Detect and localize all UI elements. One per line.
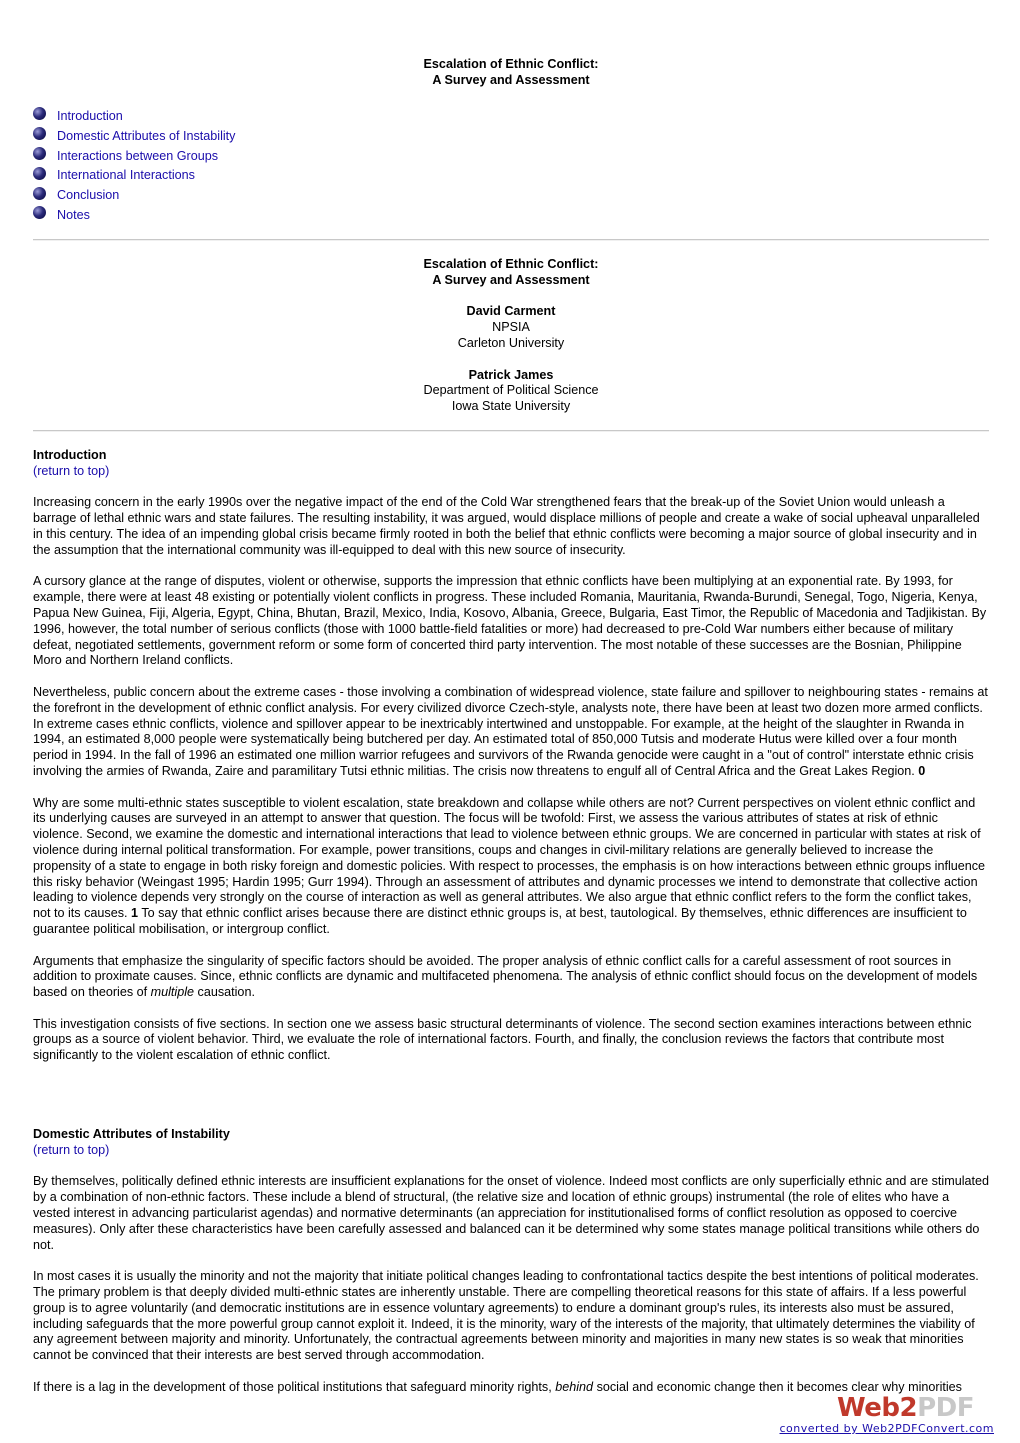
author-1-name: David Carment xyxy=(466,304,556,319)
toc-link[interactable]: Domestic Attributes of Instability xyxy=(57,128,236,143)
bullet-icon xyxy=(33,167,46,180)
title-page-line-1: Escalation of Ethnic Conflict: xyxy=(423,257,599,271)
author-2-name: Patrick James xyxy=(468,367,554,382)
toc-link[interactable]: International Interactions xyxy=(57,168,195,183)
paragraph: A cursory glance at the range of disputes, violent or otherwise, supports the impression that ethnic conflicts have been multiplying at an exponential rate. By 1993, for example, there were at least 48 existing or potentially violent conflicts in progress. These included Romania, Mauritania, Rwanda-Burundi, Senegal, Togo, Nigeria, Kenya, Papua New Guinea, Fiji, Algeria, Egypt, China, Bhutan, Brazil, Mexico, India, Kosovo, Albania, Greece, Bulgaria, East Timor, the Republic of Macedonia and Tadjikistan. By 1996, however, the total number of serious conflicts (those with 1000 battle-field fatalities or more) had decreased to pre-Cold War numbers either because of military defeat, negotiated settlements, government reform or some form of concerted third party intervention. The most notable of these successes are the Bosnian, Philippine Moro and Northern Ireland conflicts. xyxy=(33,574,987,668)
footnote-ref[interactable]: 0 xyxy=(918,763,926,778)
logo-web: Web xyxy=(837,1393,900,1423)
converted-by-link[interactable] xyxy=(780,1422,995,1435)
web2pdf-logo xyxy=(837,1393,974,1423)
section-heading: Introduction xyxy=(33,448,107,462)
return-to-top-link[interactable]: (return to top) xyxy=(33,1142,110,1157)
paragraph xyxy=(33,954,989,1001)
paragraph-text: causation. xyxy=(197,985,255,1000)
section-domestic-attributes xyxy=(33,1127,989,1410)
toc-link[interactable]: Introduction xyxy=(57,109,123,123)
title-line-1: Escalation of Ethnic Conflict: xyxy=(423,57,599,71)
author-2-affiliation: Department of Political Science xyxy=(423,383,599,398)
paragraph xyxy=(33,1380,989,1394)
author-1-affiliation: NPSIA xyxy=(492,320,530,335)
author-2-institution: Iowa State University xyxy=(451,399,571,414)
title-page-line-2: A Survey and Assessment xyxy=(432,272,590,287)
bullet-icon xyxy=(33,147,46,160)
bullet-icon xyxy=(33,127,46,140)
author-1-institution: Carleton University xyxy=(457,335,565,350)
section-heading: Domestic Attributes of Instability xyxy=(33,1127,230,1141)
paragraph-text: Why are some multi-ethnic states susceptible to violent escalation, state breakdown and collapse while others are not? Current perspectives on violent ethnic conflict and its underlying causes are surveyed in an attempt to answer that question. The focus will be twofold: First, we assess the various attributes of states at risk of ethnic violence. Second, we examine the domestic and international interactions that lead to violence between ethnic groups. We are concerned in particular with states at risk of violence during internal political transformation. For example, power transitions, coups and changes in civil-military relations are generally believed to increase the propensity of a state to engage in both risky foreign and domestic policies. With respect to processes, the emphasis is on how interactions between ethnic groups influence this risky behavior (Weingast 1995; Hardin 1995; Gurr 1994). Through an assessment of attributes and dynamic processes we intend to demonstrate that collective action leading to violence depends very strongly on the course of interaction as well as general attributes. We also argue that ethnic conflict refers to the form the conflict takes, not to its causes. xyxy=(33,795,986,921)
divider xyxy=(33,430,989,432)
toc-item-domestic[interactable] xyxy=(33,127,235,147)
toc-item-international[interactable] xyxy=(33,166,235,186)
bullet-icon xyxy=(33,107,46,120)
title-page-block xyxy=(33,257,989,415)
table-of-contents xyxy=(33,107,235,226)
paragraph xyxy=(33,685,989,780)
toc-item-interactions[interactable] xyxy=(33,147,235,167)
toc-link[interactable]: Conclusion xyxy=(57,188,120,203)
converted-by-text[interactable]: converted by Web2PDFConvert.com xyxy=(779,1422,994,1435)
toc-item-conclusion[interactable] xyxy=(33,186,235,206)
paragraph-text: If there is a lag in the development of those political institutions that safeguard minority rights, xyxy=(33,1379,552,1394)
paragraph: Increasing concern in the early 1990s over the negative impact of the end of the Cold War strengthened fears that the break-up of the Soviet Union would unleash a barrage of lethal ethnic wars and state failures. The resulting instability, it was argued, would displace millions of people and create a wake of social upheaval unparalleled in this century. The idea of an impending global crisis became firmly rooted in both the belief that ethnic conflicts were becoming a major source of global insecurity and in the assumption that the international community was ill-equipped to deal with this new source of insecurity. xyxy=(33,495,980,557)
document-title xyxy=(33,57,989,89)
paragraph: This investigation consists of five sections. In section one we assess basic structural determinants of violence. The second section examines interactions between ethnic groups as a source of violent behavior. Third, we evaluate the role of international factors. Fourth, and finally, the conclusion reviews the factors that contribute most significantly to the violent escalation of ethnic conflict. xyxy=(33,1016,972,1063)
emphasis: behind xyxy=(555,1379,594,1394)
footnote-ref[interactable]: 1 xyxy=(131,906,139,921)
paragraph-text: Nevertheless, public concern about the extreme cases - those involving a combination of widespread violence, state failure and spillover to neighbouring states - remains at the forefront in the development of ethnic conflict analysis. For every civilized divorce Czech-style, analysts note, there have been at least two dozen more armed conflicts. In extreme cases ethnic conflicts, violence and spillover appear to be inextricably intertwined and unstoppable. For example, at the height of the slaughter in Rwanda in 1994, an estimated 8,000 people were systematically being butchered per day. An estimated total of 850,000 Tutsis and moderate Hutus were killed over a four month period in 1994. In the fall of 1996 an estimated one million warrior refugees and survivors of the Rwanda genocide were caught in a "out of control" interstate ethnic crisis involving the armies of Rwanda, Zaire and paramilitary Tutsi ethnic militias. The crisis now threatens to engulf all of Central Africa and the Great Lakes Region. xyxy=(33,684,988,778)
paragraph: In most cases it is usually the minority and not the majority that initiate political changes leading to confrontational tactics despite the best intentions of political moderates. The primary problem is that deeply divided multi-ethnic states are inherently unstable. There are compelling theoretical reasons for this state of affairs. If a less powerful group is to agree voluntarily (and democratic institutions are in essence voluntary agreements) to endure a dominant group's rules, its interests also must be assured, including safeguards that the more powerful group cannot exploit it. Indeed, it is the minority, wary of the interests of the majority, that ultimately determines the viability of any agreement between majority and minority. Unfortunately, the contractual agreements between minority and majorities in many new states is so weak that minorities cannot be convinced that their interests are best served through accommodation. xyxy=(33,1269,979,1363)
title-line-2: A Survey and Assessment xyxy=(432,72,590,87)
toc-link[interactable]: Notes xyxy=(57,207,90,222)
return-to-top-link[interactable]: (return to top) xyxy=(33,463,110,478)
section-introduction xyxy=(33,448,989,1080)
paragraph: By themselves, politically defined ethnic interests are insufficient explanations for the onset of violence. Indeed most conflicts are only superficially ethnic and are stimulated by a combination of non-ethnic factors. These include a blend of structural, (the relative size and location of ethnic groups) instrumental (the role of elites who have a vested interest in advancing particularist agendas) and normative determinants (an appreciation for institutionalised forms of conflict resolution as opposed to coercive measures). Only after these characteristics have been carefully assessed and balanced can it be determined why some states manage political transitions while others do not. xyxy=(33,1174,990,1252)
paragraph xyxy=(33,796,989,938)
toc-link[interactable]: Interactions between Groups xyxy=(57,148,219,163)
toc-item-introduction[interactable] xyxy=(33,107,235,127)
emphasis: multiple xyxy=(150,985,195,1000)
paragraph-text: Arguments that emphasize the singularity of specific factors should be avoided. The proper analysis of ethnic conflict calls for a careful assessment of root sources in addition to proximate causes. Since, ethnic conflicts are dynamic and multifaceted phenomena. The analysis of ethnic conflict should focus on the development of models based on theories of xyxy=(33,953,978,1000)
bullet-icon xyxy=(33,206,46,219)
toc-item-notes[interactable] xyxy=(33,206,235,226)
logo-pdf: PDF xyxy=(917,1393,974,1423)
paragraph-text: social and economic change then it becomes clear why minorities xyxy=(596,1379,962,1394)
divider xyxy=(33,239,989,241)
paragraph-text: To say that ethnic conflict arises because there are distinct ethnic groups is, at best, tautological. By themselves, ethnic differences are insufficient to guarantee political mobilisation, or intergroup conflict. xyxy=(33,906,967,936)
logo-2: 2 xyxy=(899,1393,918,1423)
bullet-icon xyxy=(33,187,46,200)
